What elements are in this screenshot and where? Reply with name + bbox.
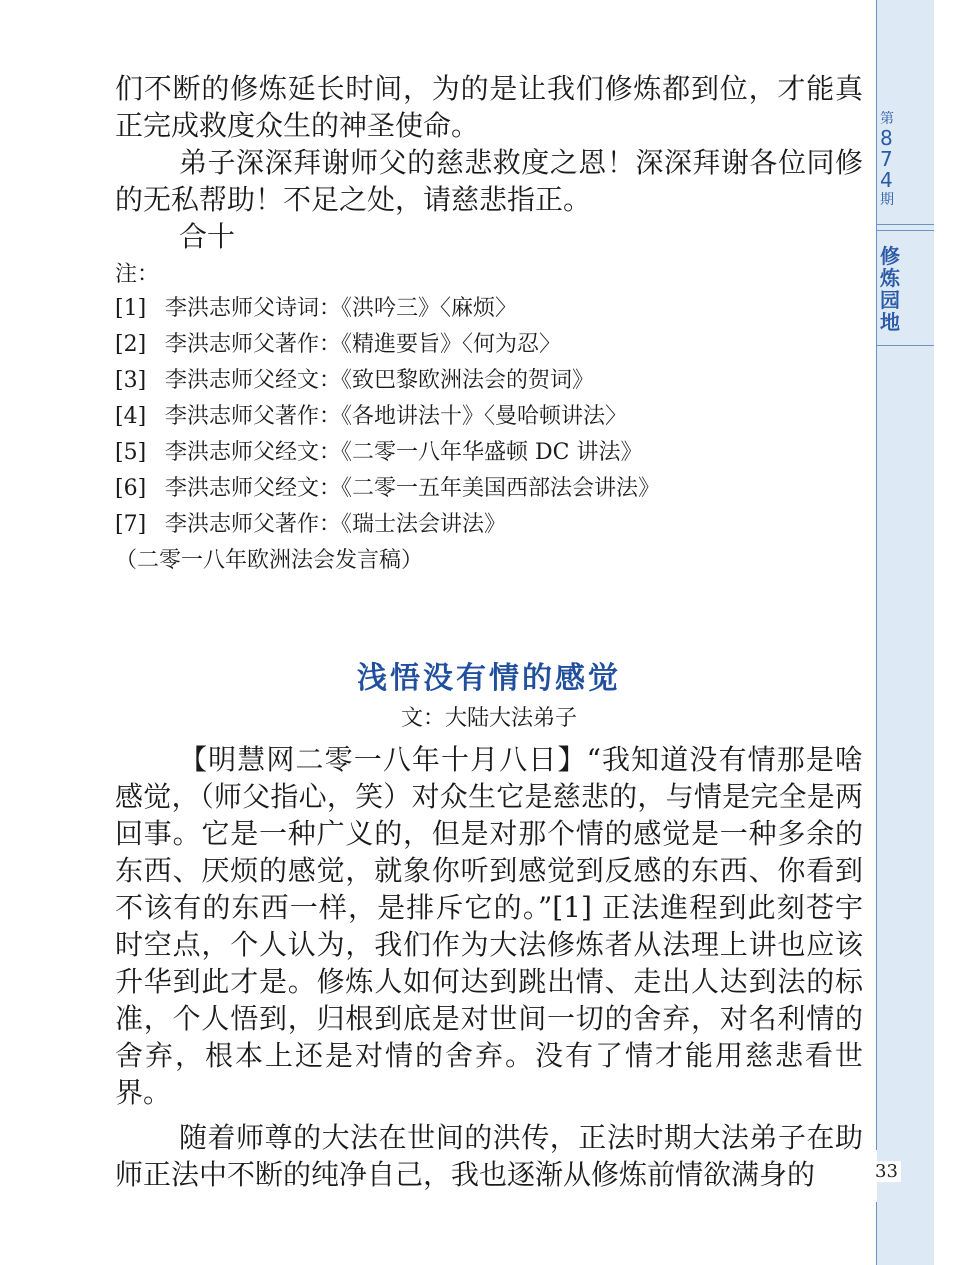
note-number: [6] <box>115 476 147 501</box>
issue-digit: 8 <box>880 126 893 150</box>
article-paragraph: 随着师尊的大法在世间的洪传，正法时期大法弟子在助师正法中不断的纯净自己，我也逐渐从修炼前情欲满身的 <box>115 1121 863 1191</box>
note-item <box>115 291 863 327</box>
previous-article-paragraph-end: 们不断的修炼延长时间，为的是让我们修炼都到位，才能真正完成救度众生的神圣使命。 <box>115 72 863 142</box>
note-text: 李洪志师父经文：《二零一五年美国西部法会讲法》 <box>165 476 661 501</box>
note-text: 李洪志师父著作：《瑞士法会讲法》 <box>165 512 507 537</box>
previous-article-thanks: 弟子深深拜谢师父的慈悲救度之恩！深深拜谢各位同修的无私帮助！不足之处，请慈悲指正。 <box>115 146 863 216</box>
issue-digit: 4 <box>880 168 893 192</box>
notes-list <box>115 291 863 543</box>
issue-prefix: 第 <box>880 111 894 127</box>
article-title: 浅悟没有情的感觉 <box>357 661 621 696</box>
issue-suffix: 期 <box>880 192 894 208</box>
note-number: [7] <box>115 512 147 537</box>
note-text: 李洪志师父经文：《致巴黎欧洲法会的贺词》 <box>165 368 595 393</box>
note-text: 李洪志师父著作：《各地讲法十》〈曼哈顿讲法〉 <box>165 404 628 429</box>
sidebar-rule <box>876 0 877 1265</box>
note-item <box>115 363 863 399</box>
note-text: 李洪志师父著作：《精進要旨》〈何为忍〉 <box>165 332 562 357</box>
article-source: （二零一八年欧洲法会发言稿） <box>115 548 424 573</box>
sidebar-divider <box>876 230 934 231</box>
sidebar-divider <box>876 224 934 225</box>
note-item <box>115 471 863 507</box>
note-text: 李洪志师父诗词：《洪吟三》〈麻烦〉 <box>165 296 518 321</box>
note-item <box>115 507 863 543</box>
note-item <box>115 435 863 471</box>
note-item <box>115 399 863 435</box>
note-number: [4] <box>115 404 147 429</box>
sidebar-divider <box>876 345 934 346</box>
note-number: [5] <box>115 440 147 465</box>
note-number: [2] <box>115 332 147 357</box>
note-item <box>115 327 863 363</box>
note-number: [3] <box>115 368 147 393</box>
article-byline: 文：大陆大法弟子 <box>400 706 577 731</box>
note-text: 李洪志师父经文：《二零一八年华盛顿 DC 讲法》 <box>165 440 643 465</box>
section-label: 修炼园地 <box>880 244 900 334</box>
article-paragraph: 【明慧网二零一八年十月八日】“我知道没有情那是啥感觉，（师父指心，笑）对众生它是慈悲的，与情是完全是两回事。它是一种广义的，但是对那个情的感觉是一种多余的东西、厌烦的感觉，就象你听到感觉到反感的东西、你看到不该有的东西一样，是排斥它的。”[1] 正法進程到此刻苍宇时空点，个人认为，我们作为大法修炼者从法理上讲也应该升华到此才是。修炼人如何达到跳出情、走出人达到法的标准，个人悟到，归根到底是对世间一切的舍弃，对名利情的舍弃，根本上还是对情的舍弃。没有了情才能用慈悲看世界。 <box>115 743 863 1109</box>
page-number: 33 <box>872 1161 901 1182</box>
issue-number <box>880 110 930 209</box>
note-number: [1] <box>115 296 147 321</box>
notes-label: 注： <box>115 262 160 287</box>
previous-article-closing: 合十 <box>179 220 236 253</box>
page-content <box>115 70 863 1193</box>
issue-digit: 7 <box>880 147 893 171</box>
